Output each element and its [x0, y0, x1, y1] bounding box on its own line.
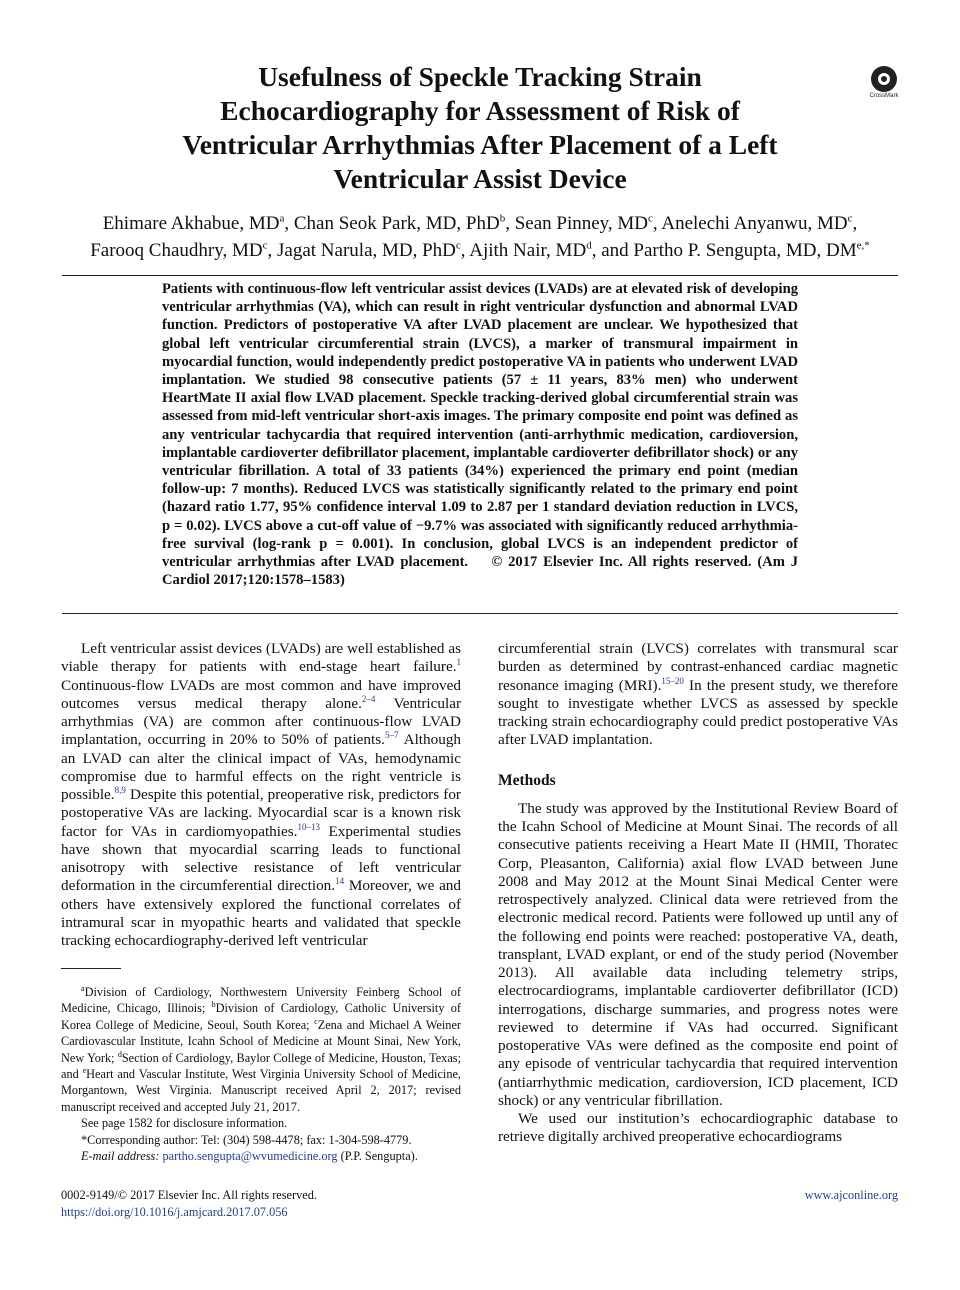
email-suffix: (P.P. Sengupta). [337, 1149, 418, 1164]
text-run: In the present study, we therefore sought to investigate whether LVCS as assessed by speckle tracking strain echocardiography could predict postoperative VAs after LVAD implantation. [498, 676, 899, 749]
intro-paragraph [61, 640, 461, 950]
corresponding-footnote: *Corresponding author: Tel: (304) 598-4478; fax: 1-304-598-4779. [81, 1132, 412, 1147]
author-affiliation-marker: b [499, 212, 506, 225]
methods-paragraph: The study was approved by the Institutional Review Board of the Icahn School of Medicine at Mount Sinai. The records of all consecutive patients receiving a Heart Mate II (HMII, Thoratec Corp, Pleasanton, California) axial flow LVAD between June 2008 and May 2012 at the Mount Sinai Medical Center were retrospectively analyzed. Clinical data were retrieved from the electronic medical record. Patients were followed up until any of the following end points were reached: postoperative VA, death, transplant, LVAD explant, or end of the study period (November 2013). All available data including telemetry strips, electrocardiograms, implantable cardioverter defibrillator (ICD) interrogations, discharge summaries, and progress notes were reviewed to determine if VAs had occurred. Significant postoperative VAs were defined as the composite end point of any episode of ventricular tachycardia that required intervention (antiarrhythmic medication, cardioversion, ICD placement, ICD shock) or any ventricular fibrillation. [498, 799, 898, 1109]
methods-heading: Methods [498, 771, 556, 789]
footnote-rule [61, 968, 121, 969]
author-name: Chan Seok Park, MD, PhD [293, 213, 500, 234]
abstract [162, 280, 798, 589]
author-name: Farooq Chaudhry, MD [90, 240, 263, 261]
citation-ref[interactable]: 15–20 [661, 675, 684, 686]
author-name: Sean Pinney, MD [514, 213, 649, 234]
author-separator: , and [591, 240, 634, 261]
author-line [40, 237, 920, 264]
methods-paragraph: We used our institution’s echocardiographic database to retrieve digitally archived preoperative echocardiograms [498, 1110, 898, 1146]
title-line: Ventricular Arrhythmias After Placement of a Left [182, 129, 778, 160]
text-run: Heart and Vascular Institute, West Virginia University School of Medicine, Morgantown, West Virginia. Manuscript received April 2, 2017; revised manuscript received and accepted July 21, 2017. [61, 1067, 461, 1114]
author-name: Anelechi Anyanwu, MD [661, 213, 848, 234]
footnotes [61, 984, 461, 1164]
author-separator: , [652, 213, 662, 234]
text-run: Zena and Michael A Weiner Cardiovascular Institute, Icahn School of Medicine at Mount Sinai, New York, New York; [61, 1017, 461, 1065]
affiliation-marker: b [211, 1000, 216, 1010]
affiliation-marker: a [81, 983, 85, 993]
author-affiliation-marker: d [586, 239, 592, 252]
author-name: Ajith Nair, MD [469, 240, 587, 261]
author-name: Ehimare Akhabue, MD [102, 213, 280, 234]
affiliation-marker: d [117, 1049, 122, 1059]
text-run: Left ventricular assist devices (LVADs) are well established as viable therapy for patients with end-stage heart failure. [61, 640, 461, 676]
crossmark-label: CrossMark [869, 93, 899, 99]
text-run: Although an LVAD can alter the clinical impact of VAs, hemodynamic compromise due to harmful effects on the right ventricle is possible. [61, 731, 462, 803]
text-run: Moreover, we and others have extensively explored the functional correlates of intramural scar in myopathic hearts and validated that speckle tracking echocardiography-derived left ventricular [61, 877, 461, 949]
journal-website [805, 1187, 898, 1204]
abstract-bottom-rule [62, 613, 898, 614]
journal-info [61, 1187, 317, 1221]
crossmark-badge[interactable] [866, 66, 902, 99]
text-run: Despite this potential, preoperative risk, predictors for postoperative VAs are lacking. Myocardial scar is a known risk factor for VAs in cardiomyopathies. [61, 786, 461, 840]
author-affiliation-marker: c [648, 212, 653, 225]
author-line [40, 210, 920, 237]
affiliations-footnote [61, 984, 461, 1115]
text-run: Division of Cardiology, Catholic University of Korea College of Medicine, Seoul, South Korea; [61, 1001, 461, 1032]
citation-ref[interactable]: 10–13 [297, 821, 320, 832]
citation-ref[interactable]: 1 [456, 657, 461, 668]
text-run: Ventricular arrhythmias (VA) are common after continuous-flow LVAD implantation, occurring in 20% to 50% of patients. [61, 694, 461, 749]
citation-ref[interactable]: 8,9 [114, 784, 126, 795]
text-run: Section of Cardiology, Baylor College of Medicine, Houston, Texas; and [61, 1050, 461, 1082]
text-run: circumferential strain (LVCS) correlates with transmural scar burden as determined by contrast-enhanced cardiac magnetic resonance imaging (MRI). [498, 640, 898, 694]
author-name: Partho P. Sengupta, MD, DM [633, 240, 857, 261]
affiliation-marker: e [82, 1065, 87, 1075]
author-affiliation-marker: c [455, 239, 461, 252]
affiliation-marker: c [314, 1016, 318, 1026]
website-link[interactable]: www.ajconline.org [804, 1188, 898, 1202]
author-affiliation-marker: e,* [856, 239, 870, 252]
text-run: Continuous-flow LVADs are most common and have improved outcomes versus medical therapy alone. [61, 676, 461, 712]
crossmark-icon [871, 66, 897, 92]
citation-ref[interactable]: 14 [335, 876, 345, 887]
title-line: Usefulness of Speckle Tracking Strain [258, 61, 702, 92]
title-line: Echocardiography for Assessment of Risk of [220, 95, 740, 126]
doi-link[interactable]: https://doi.org/10.1016/j.amjcard.2017.07.056 [61, 1205, 288, 1219]
author-separator: , [460, 240, 470, 261]
email-label: E-mail address: [81, 1149, 160, 1164]
author-separator: , [852, 213, 858, 234]
text-run: Division of Cardiology, Northwestern University Feinberg School of Medicine, Chicago, Illinois; [61, 985, 461, 1016]
citation-ref[interactable]: 5–7 [384, 730, 399, 741]
author-affiliation-marker: c [262, 239, 268, 252]
email-footnote [61, 1148, 461, 1164]
author-list [40, 210, 920, 264]
author-affiliation-marker: a [279, 212, 285, 225]
author-separator: , [267, 240, 278, 261]
author-name: Jagat Narula, MD, PhD [277, 240, 456, 261]
text-run: Experimental studies have shown that myocardial scarring leads to functional anisotropy with selective resistance of left ventricular deformation in the circumferential direction. [61, 822, 461, 895]
abstract-top-rule [62, 275, 898, 276]
abstract-copyright: © 2017 Elsevier Inc. All rights reserved. (Am J Cardiol 2017;120:1578–1583) [162, 554, 798, 589]
article-title [120, 60, 840, 196]
author-separator: , [505, 213, 515, 234]
left-column [61, 640, 461, 950]
intro-paragraph-continued [498, 640, 898, 750]
author-separator: , [284, 213, 294, 234]
disclosure-footnote: See page 1582 for disclosure information. [81, 1116, 288, 1131]
right-column [498, 640, 898, 1147]
citation-ref[interactable]: 2–4 [361, 693, 376, 704]
author-affiliation-marker: c [847, 212, 853, 225]
title-line: Ventricular Assist Device [333, 163, 627, 194]
abstract-text: Patients with continuous-flow left ventricular assist devices (LVADs) are at elevated risk of developing ventricular arrhythmias (VA), which can result in right ventricular dysfunction and abnormal LVAD function. Predictors of postoperative VA after LVAD placement are unclear. We hypothesized that global left ventricular circumferential strain (LVCS), a marker of transmural impairment in myocardial function, would independently predict postoperative VA in patients who underwent LVAD implantation. We studied 98 consecutive patients (57 ± 11 years, 83% men) who underwent HeartMate II axial flow LVAD placement. Speckle tracking-derived global circumferential strain was assessed from mid-left ventricular short-axis images. The primary composite end point was defined as any ventricular tachycardia that required intervention (anti-arrhythmic medication, cardioversion, implantable cardioverter defibrillator placement, implantable cardioverter defibrillator shock) or any ventricular fibrillation. A total of 33 patients (34%) experienced the primary end point (median follow-up: 7 months). Reduced LVCS was statistically significantly related to the primary end point (hazard ratio 1.77, 95% confidence interval 1.09 to 2.87 per 1 standard deviation reduction in LVCS, p = 0.02). LVCS above a cut-off value of −9.7% was associated with significantly reduced arrhythmia-free survival (log-rank p = 0.001). In conclusion, global LVCS is an independent predictor of ventricular arrhythmias after LVAD placement. [162, 281, 798, 571]
issn-line: 0002-9149/© 2017 Elsevier Inc. All rights reserved. [61, 1188, 317, 1202]
email-link[interactable]: partho.sengupta@wvumedicine.org [162, 1149, 338, 1164]
